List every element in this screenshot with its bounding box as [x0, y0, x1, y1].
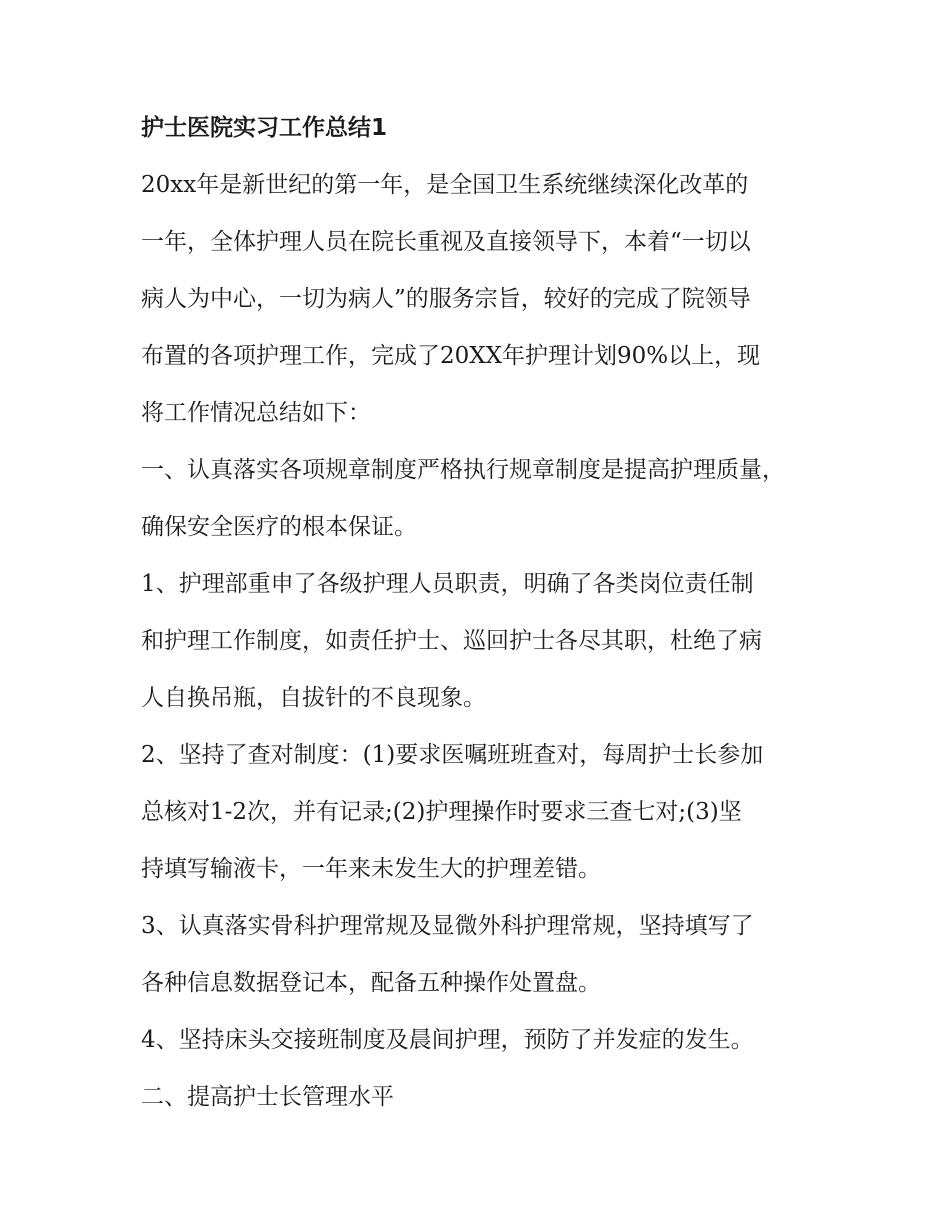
paragraph-line: 病人为中心，一切为病人”的服务宗旨，较好的完成了院领导: [141, 286, 751, 312]
paragraph-line: 和护理工作制度，如责任护士、巡回护士各尽其职，杜绝了病: [141, 628, 762, 654]
paragraph-line: 确保安全医疗的根本保证。: [141, 514, 417, 540]
paragraph-line: 将工作情况总结如下：: [141, 400, 371, 426]
paragraph-line: 各种信息数据登记本，配备五种操作处置盘。: [141, 970, 601, 996]
paragraph-line: 20xx年是新世纪的第一年，是全国卫生系统继续深化改革的: [141, 172, 749, 198]
paragraph-line: 人自换吊瓶，自拔针的不良现象。: [141, 685, 486, 711]
paragraph-line: 一年，全体护理人员在院长重视及直接领导下，本着“一切以: [141, 229, 751, 255]
list-item: 2、坚持了查对制度：(1)要求医嘱班班查对，每周护士长参加: [141, 742, 764, 768]
paragraph-line: 总核对1-2次，并有记录;(2)护理操作时要求三查七对;(3)坚: [141, 799, 742, 825]
list-item: 1、护理部重申了各级护理人员职责，明确了各类岗位责任制: [141, 571, 754, 597]
section-heading: 二、提高护士长管理水平: [141, 1084, 394, 1110]
list-item: 3、认真落实骨科护理常规及显微外科护理常规，坚持填写了: [141, 913, 754, 939]
paragraph-line: 布置的各项护理工作，完成了20XX年护理计划90%以上，现: [141, 343, 761, 369]
list-item: 4、坚持床头交接班制度及晨间护理，预防了并发症的发生。: [141, 1027, 754, 1053]
document-title: 护士医院实习工作总结1: [141, 115, 388, 141]
section-heading: 一、认真落实各项规章制度严格执行规章制度是提高护理质量，: [141, 457, 785, 483]
paragraph-line: 持填写输液卡，一年来未发生大的护理差错。: [141, 856, 601, 882]
